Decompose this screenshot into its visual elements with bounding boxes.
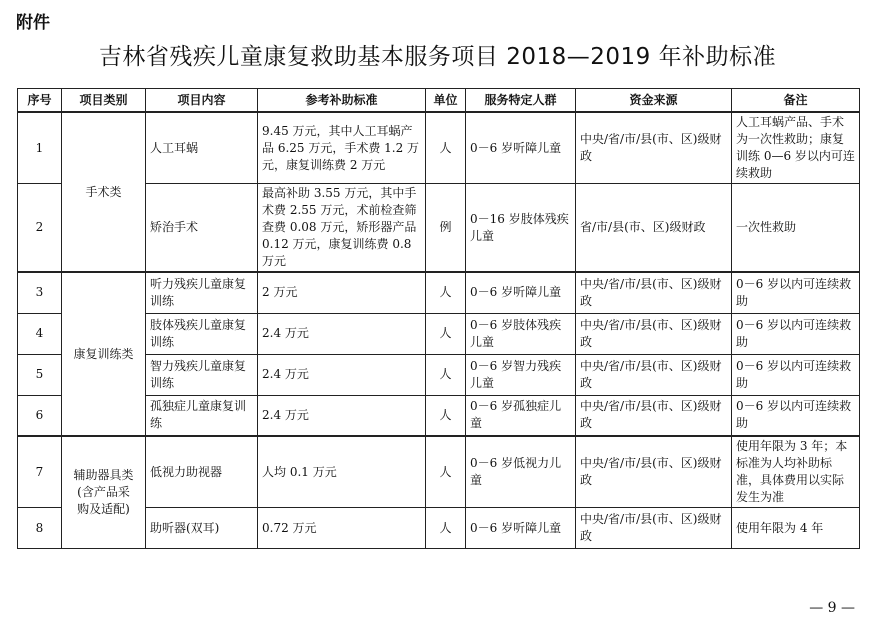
table-row <box>18 436 860 508</box>
cell-target: 0－6 岁听障儿童 <box>466 508 576 549</box>
cell-content: 听力残疾儿童康复训练 <box>146 272 258 313</box>
cell-content: 孤独症儿童康复训练 <box>146 395 258 436</box>
cell-unit: 例 <box>426 184 466 273</box>
cell-funding: 中央/省/市/县(市、区)级财政 <box>576 395 732 436</box>
cell-unit: 人 <box>426 395 466 436</box>
header-target: 服务特定人群 <box>466 89 576 113</box>
table-header-row <box>18 89 860 113</box>
cell-content: 矫治手术 <box>146 184 258 273</box>
header-no: 序号 <box>18 89 62 113</box>
cell-content: 智力残疾儿童康复训练 <box>146 354 258 395</box>
cell-target: 0－6 岁听障儿童 <box>466 272 576 313</box>
cell-remarks: 0－6 岁以内可连续救助 <box>732 313 860 354</box>
cell-content: 肢体残疾儿童康复训练 <box>146 313 258 354</box>
category-device: 辅助器具类(含产品采购及适配) <box>62 436 146 549</box>
cell-target: 0－6 岁孤独症儿童 <box>466 395 576 436</box>
cell-funding: 中央/省/市/县(市、区)级财政 <box>576 354 732 395</box>
cell-target: 0－16 岁肢体残疾儿童 <box>466 184 576 273</box>
document-title: 吉林省残疾儿童康复救助基本服务项目 2018—2019 年补助标准 <box>98 44 777 70</box>
cell-funding: 中央/省/市/县(市、区)级财政 <box>576 112 732 184</box>
cell-remarks: 人工耳蜗产品、手术为一次性救助；康复训练 0—6 岁以内可连续救助 <box>732 112 860 184</box>
cell-no: 7 <box>18 436 62 508</box>
header-unit: 单位 <box>426 89 466 113</box>
cell-no: 6 <box>18 395 62 436</box>
cell-content: 人工耳蜗 <box>146 112 258 184</box>
cell-standard: 2.4 万元 <box>258 313 426 354</box>
cell-unit: 人 <box>426 354 466 395</box>
header-funding: 资金来源 <box>576 89 732 113</box>
cell-no: 3 <box>18 272 62 313</box>
cell-standard: 最高补助 3.55 万元，其中手术费 2.55 万元，术前检查筛查费 0.08 万元，矫形器产品 0.12 万元，康复训练费 0.8 万元 <box>258 184 426 273</box>
header-content: 项目内容 <box>146 89 258 113</box>
cell-no: 1 <box>18 112 62 184</box>
page-number: — 9 — <box>809 600 855 616</box>
cell-target: 0－6 岁听障儿童 <box>466 112 576 184</box>
cell-target: 0－6 岁肢体残疾儿童 <box>466 313 576 354</box>
cell-unit: 人 <box>426 436 466 508</box>
cell-standard: 2 万元 <box>258 272 426 313</box>
cell-remarks: 使用年限为 4 年 <box>732 508 860 549</box>
cell-funding: 中央/省/市/县(市、区)级财政 <box>576 272 732 313</box>
category-rehab: 康复训练类 <box>62 272 146 436</box>
cell-target: 0－6 岁低视力儿童 <box>466 436 576 508</box>
cell-target: 0－6 岁智力残疾儿童 <box>466 354 576 395</box>
cell-no: 2 <box>18 184 62 273</box>
cell-remarks: 0－6 岁以内可连续救助 <box>732 354 860 395</box>
cell-unit: 人 <box>426 112 466 184</box>
cell-content: 助听器(双耳) <box>146 508 258 549</box>
header-standard: 参考补助标准 <box>258 89 426 113</box>
cell-no: 5 <box>18 354 62 395</box>
cell-standard: 0.72 万元 <box>258 508 426 549</box>
cell-no: 4 <box>18 313 62 354</box>
header-category: 项目类别 <box>62 89 146 113</box>
cell-funding: 省/市/县(市、区)级财政 <box>576 184 732 273</box>
table-row <box>18 272 860 313</box>
cell-standard: 2.4 万元 <box>258 395 426 436</box>
cell-remarks: 一次性救助 <box>732 184 860 273</box>
cell-unit: 人 <box>426 313 466 354</box>
cell-standard: 2.4 万元 <box>258 354 426 395</box>
cell-content: 低视力助视器 <box>146 436 258 508</box>
cell-remarks: 使用年限为 3 年；本标准为人均补助标准，具体费用以实际发生为准 <box>732 436 860 508</box>
cell-funding: 中央/省/市/县(市、区)级财政 <box>576 436 732 508</box>
category-surgery: 手术类 <box>62 112 146 272</box>
cell-standard: 人均 0.1 万元 <box>258 436 426 508</box>
cell-remarks: 0－6 岁以内可连续救助 <box>732 272 860 313</box>
attachment-label: 附件 <box>16 13 50 33</box>
cell-unit: 人 <box>426 272 466 313</box>
table-row <box>18 112 860 184</box>
cell-funding: 中央/省/市/县(市、区)级财政 <box>576 313 732 354</box>
cell-remarks: 0－6 岁以内可连续救助 <box>732 395 860 436</box>
cell-no: 8 <box>18 508 62 549</box>
subsidy-standards-table <box>17 88 860 549</box>
header-remarks: 备注 <box>732 89 860 113</box>
cell-standard: 9.45 万元，其中人工耳蜗产品 6.25 万元，手术费 1.2 万元，康复训练费 2 万元 <box>258 112 426 184</box>
cell-funding: 中央/省/市/县(市、区)级财政 <box>576 508 732 549</box>
cell-unit: 人 <box>426 508 466 549</box>
